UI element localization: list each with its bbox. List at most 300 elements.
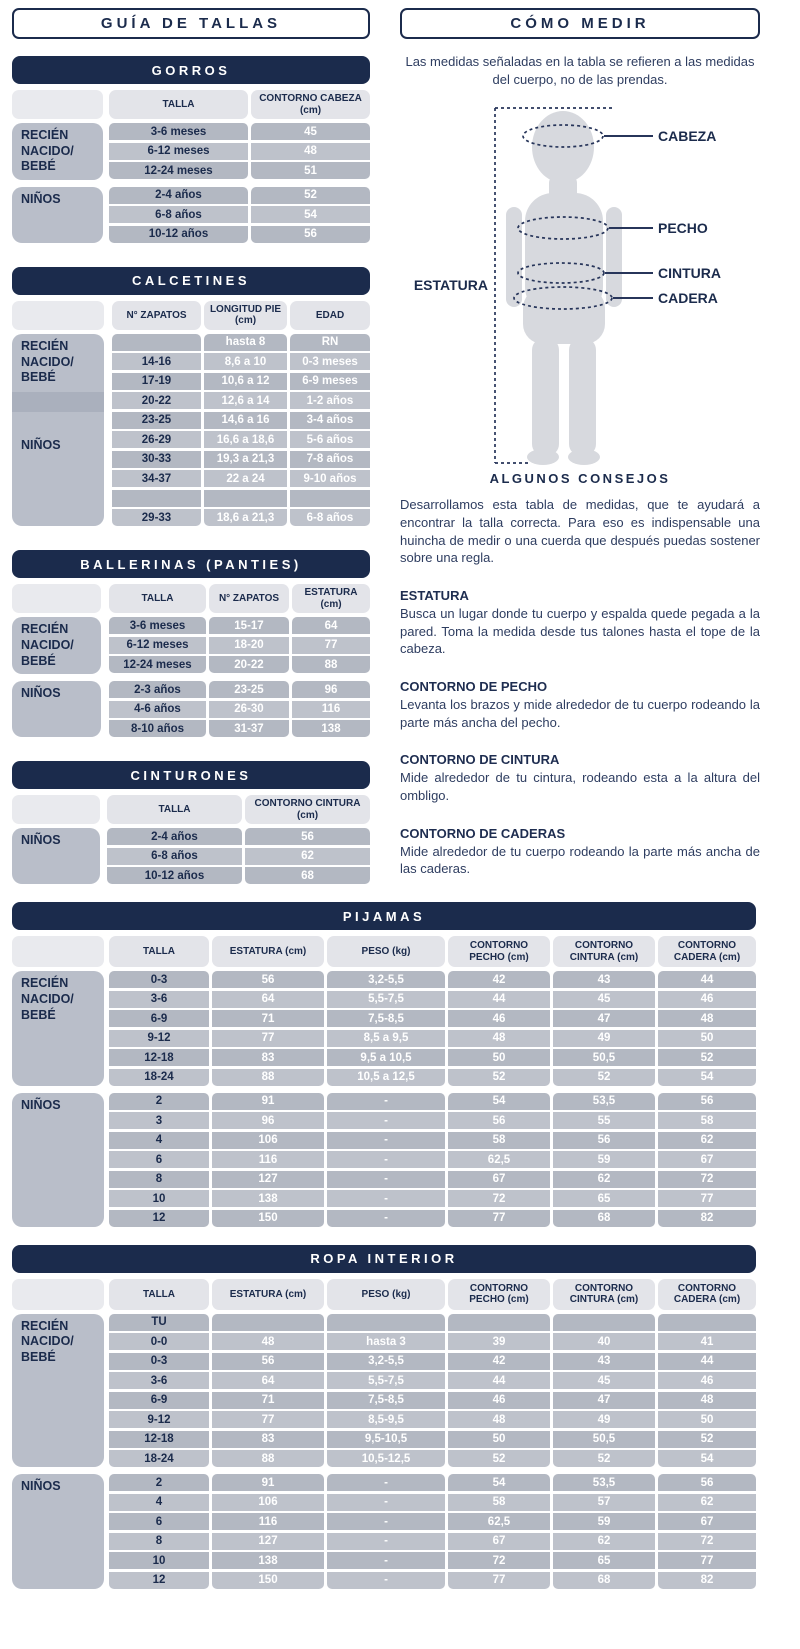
table-cell: 88 [212,1450,324,1467]
table-group [12,828,370,884]
table-corner-cell [12,795,100,824]
table-cell: 12 [109,1210,209,1227]
table-cell: 48 [658,1392,756,1409]
table-group [12,334,370,527]
table-cell: 8,6 a 10 [204,353,287,370]
table-cell: 6-8 años [109,206,248,223]
table-group [12,681,370,737]
table-cell: 47 [553,1010,655,1027]
table-cell: 2 [109,1474,209,1491]
table-cell: 0-3 meses [290,353,370,370]
table-cell: 62 [553,1533,655,1550]
measure-section-cintura [400,752,760,804]
table-row [109,1533,756,1553]
table-cell: 30-33 [112,451,201,468]
table-cell: 14-16 [112,353,201,370]
table-cell: 34-37 [112,470,201,487]
table-cell: 77 [212,1411,324,1428]
table-corner-cell [12,90,103,119]
table-cell: 62,5 [448,1151,550,1168]
table-cell [112,490,201,507]
table-rows [109,1314,756,1468]
table-cell: 48 [448,1030,550,1047]
table-row [109,1411,756,1431]
table-cell: 43 [553,1353,655,1370]
table-cell: 77 [658,1552,756,1569]
table-cell: 52 [251,187,370,204]
section-heading: ESTATURA [400,588,469,604]
table-cell: 67 [658,1151,756,1168]
table-group [12,1314,756,1468]
table-cell: 56 [245,828,370,845]
table-cell: 3-4 años [290,412,370,429]
table-row [112,509,370,526]
table-cell [212,1314,324,1331]
table-group [12,971,756,1086]
table-row [109,720,370,737]
table-cell [448,1314,550,1331]
table-rows [107,828,370,884]
column-header: N° ZAPATOS [112,301,201,330]
column-header: TALLA [109,90,248,119]
table-row [109,143,370,163]
table-cell: 7,5-8,5 [327,1392,445,1409]
table-row [109,1513,756,1533]
table-cell: 77 [292,637,370,654]
table-cell: 9-12 [109,1030,209,1047]
table-cell: 72 [448,1552,550,1569]
table-row [112,373,370,393]
table-cell: 50,5 [553,1049,655,1066]
table-row [109,1093,756,1113]
table-cell [112,334,201,351]
body-measurement-diagram [400,95,760,467]
table-cell: 2 [109,1093,209,1110]
table-cell: - [327,1513,445,1530]
table-cell: 48 [212,1333,324,1350]
table-cell: 91 [212,1093,324,1110]
section-heading: CONTORNO DE CINTURA [400,752,560,768]
table-cell: 62,5 [448,1513,550,1530]
table-cell: 3-6 meses [109,123,248,140]
table-ropa-interior [12,1245,756,1589]
table-cell: 7-8 años [290,451,370,468]
column-header: PESO (kg) [327,1279,445,1310]
table-cell [553,1314,655,1331]
table-row [109,701,370,721]
table-cell: 53,5 [553,1474,655,1491]
column-header: CONTORNO PECHO (cm) [448,936,550,967]
table-cell: 57 [553,1494,655,1511]
table-cell: 106 [212,1494,324,1511]
section-heading: CONTORNO DE CADERAS [400,825,566,841]
table-group [12,1093,756,1227]
table-cell: 43 [553,971,655,988]
table-cell: 116 [212,1513,324,1530]
table-cell: 44 [658,1353,756,1370]
column-header: TALLA [109,936,209,967]
table-cell: 116 [292,701,370,718]
table-corner-cell [12,301,104,330]
column-header: CONTORNO CADERA (cm) [658,1279,756,1310]
table-title-bar: PIJAMAS [12,902,756,930]
table-cell: 68 [553,1210,655,1227]
table-cell: 3,2-5,5 [327,1353,445,1370]
table-cell: 12-18 [109,1431,209,1448]
table-cell: 12-24 meses [109,162,248,179]
table-cell: 23-25 [112,412,201,429]
table-cell: 10,6 a 12 [204,373,287,390]
table-cell [290,490,370,507]
table-row [112,334,370,354]
table-cell: 3,2-5,5 [327,971,445,988]
table-cell: 68 [245,867,370,884]
table-cell: 49 [553,1411,655,1428]
table-header-row [12,795,370,824]
table-cell: 52 [658,1431,756,1448]
table-cell: 62 [658,1494,756,1511]
group-label [12,334,104,527]
table-row [109,162,370,179]
table-cell: 3-6 [109,991,209,1008]
table-cell: 12-18 [109,1049,209,1066]
group-label-text: RECIÉN NACIDO/ BEBÉ [21,338,74,385]
table-cell: 54 [658,1450,756,1467]
table-cell: 67 [448,1533,550,1550]
table-cell: - [327,1533,445,1550]
table-cell: 96 [292,681,370,698]
table-cell: 5,5-7,5 [327,991,445,1008]
table-row [109,1431,756,1451]
table-row [109,1494,756,1514]
table-cell: 62 [553,1171,655,1188]
table-cell: 62 [245,848,370,865]
table-row [109,1112,756,1132]
table-cell: 77 [658,1190,756,1207]
table-row [112,353,370,373]
table-corner-cell [12,584,101,613]
pecho-label: PECHO [658,220,708,237]
table-cell: 18,6 a 21,3 [204,509,287,526]
cabeza-label: CABEZA [658,128,717,145]
group-divider-band [12,392,104,412]
group-label: RECIÉN NACIDO/ BEBÉ [12,1314,104,1468]
table-cell: 5-6 años [290,431,370,448]
table-cell: 71 [212,1392,324,1409]
cadera-label: CADERA [658,290,718,307]
table-cell: 6-8 años [107,848,242,865]
table-row [112,431,370,451]
table-cell: 49 [553,1030,655,1047]
table-group [12,123,370,180]
table-cell: 12 [109,1572,209,1589]
table-cell: 4 [109,1132,209,1149]
column-header: CONTORNO CINTURA (cm) [553,1279,655,1310]
table-cell: 29-33 [112,509,201,526]
table-corner-cell [12,1279,104,1310]
table-row [109,656,370,673]
column-header: ESTATURA (cm) [292,584,370,613]
table-rows [109,187,370,243]
table-rows [109,617,370,674]
table-row [109,1474,756,1494]
table-cell: 12-24 meses [109,656,206,673]
table-cell: 26-30 [209,701,289,718]
table-cell: - [327,1151,445,1168]
table-header-row [12,584,370,613]
table-cell: 72 [658,1533,756,1550]
table-row [109,1450,756,1467]
estatura-label: ESTATURA [413,277,488,294]
table-cell: 48 [251,143,370,160]
table-row [109,1069,756,1086]
table-cell: - [327,1112,445,1129]
table-cell: 77 [448,1572,550,1589]
table-rows [109,123,370,180]
table-cell: 10-12 años [109,226,248,243]
table-row [109,1333,756,1353]
table-cell: 2-3 años [109,681,206,698]
table-cell: 18-24 [109,1069,209,1086]
table-row [112,470,370,490]
table-title-bar: GORROS [12,56,370,84]
table-cell: 88 [292,656,370,673]
table-cell: 18-24 [109,1450,209,1467]
table-cell: 82 [658,1210,756,1227]
table-rows [109,681,370,737]
table-rows [109,971,756,1086]
table-cell: 22 a 24 [204,470,287,487]
table-cell: 18-20 [209,637,289,654]
table-header-row [12,301,370,330]
column-header: CONTORNO CINTURA (cm) [245,795,370,824]
measure-section-pecho [400,679,760,731]
table-row [109,1572,756,1589]
table-ballerinas [12,550,370,737]
table-cell: 6 [109,1513,209,1530]
group-label: NIÑOS [12,1474,104,1589]
section-heading: CONTORNO DE PECHO [400,679,548,695]
table-row [109,1049,756,1069]
group-label: NIÑOS [12,187,103,243]
table-cell: 42 [448,971,550,988]
table-title-bar: CINTURONES [12,761,370,789]
group-label-text: NIÑOS [21,437,61,452]
table-cell: 45 [251,123,370,140]
table-row [109,187,370,207]
table-cell: 83 [212,1049,324,1066]
table-cell: 68 [553,1572,655,1589]
table-cell: 6-8 años [290,509,370,526]
table-cell: 45 [553,1372,655,1389]
column-header: ESTATURA (cm) [212,1279,324,1310]
table-cell: 59 [553,1151,655,1168]
table-cell: 83 [212,1431,324,1448]
table-cell: 56 [448,1112,550,1129]
table-cell: 58 [448,1132,550,1149]
table-cell: 50 [448,1049,550,1066]
group-label: NIÑOS [12,828,100,884]
section-text: Mide alrededor de tu cintura, rodeando esta a la altura del ombligo. [400,770,760,804]
tables-column [12,8,370,884]
table-group [12,617,370,674]
table-cell: 10,5-12,5 [327,1450,445,1467]
table-title-bar: CALCETINES [12,267,370,295]
column-header: ESTATURA (cm) [212,936,324,967]
table-cell: 50 [658,1030,756,1047]
table-cell: 72 [658,1171,756,1188]
table-cell: 150 [212,1572,324,1589]
table-cell: 6-9 meses [290,373,370,390]
column-header: N° ZAPATOS [209,584,289,613]
table-cell: 88 [212,1069,324,1086]
table-cell: 54 [251,206,370,223]
table-cell: 8,5 a 9,5 [327,1030,445,1047]
how-to-measure-title: CÓMO MEDIR [400,8,760,39]
table-group [12,1474,756,1589]
table-row [109,1210,756,1227]
table-row [112,392,370,412]
table-cell: 50,5 [553,1431,655,1448]
child-silhouette-figure [506,111,622,465]
table-cell: 0-3 [109,971,209,988]
table-cell: 46 [658,1372,756,1389]
table-row [109,1151,756,1171]
column-header: LONGITUD PIE (cm) [204,301,287,330]
table-cell: - [327,1093,445,1110]
table-cell: RN [290,334,370,351]
table-pijamas [12,902,756,1227]
table-row [109,991,756,1011]
table-cell: 64 [212,1372,324,1389]
table-rows [112,334,370,527]
table-row [107,848,370,868]
table-cell: 8,5-9,5 [327,1411,445,1428]
table-cell: TU [109,1314,209,1331]
table-title-bar: BALLERINAS (PANTIES) [12,550,370,578]
table-row [109,1171,756,1191]
table-cell: 59 [553,1513,655,1530]
table-cell: 138 [212,1552,324,1569]
table-row [109,226,370,243]
table-cell: 6 [109,1151,209,1168]
table-row [107,867,370,884]
table-cell: 52 [448,1450,550,1467]
table-cell: 9-12 [109,1411,209,1428]
table-cell: 6-9 [109,1392,209,1409]
table-calcetines [12,267,370,527]
table-cell: 56 [212,971,324,988]
table-cell: 6-12 meses [109,143,248,160]
table-cell: 64 [292,617,370,634]
table-rows [109,1474,756,1589]
table-cell: 45 [553,991,655,1008]
table-cell: 42 [448,1353,550,1370]
table-cell: 10 [109,1190,209,1207]
table-cell: 44 [448,991,550,1008]
table-cell: 1-2 años [290,392,370,409]
table-cell: - [327,1494,445,1511]
table-cell: 9,5-10,5 [327,1431,445,1448]
table-cell: 82 [658,1572,756,1589]
table-cell: 31-37 [209,720,289,737]
table-cell: hasta 8 [204,334,287,351]
table-cell: 54 [448,1474,550,1491]
table-cell: - [327,1210,445,1227]
table-cell: 52 [553,1069,655,1086]
table-cell: 6-12 meses [109,637,206,654]
group-label: RECIÉN NACIDO/ BEBÉ [12,123,103,180]
table-cell: 54 [658,1069,756,1086]
tips-title: ALGUNOS CONSEJOS [489,471,671,487]
table-row [109,971,756,991]
table-cell: hasta 3 [327,1333,445,1350]
how-to-measure-column [400,8,760,884]
table-row [109,637,370,657]
table-row [112,490,370,510]
table-cell: - [327,1474,445,1491]
table-cell: 8-10 años [109,720,206,737]
table-header-row [12,1279,756,1310]
table-cell: 2-4 años [109,187,248,204]
table-row [109,1372,756,1392]
group-label: RECIÉN NACIDO/ BEBÉ [12,617,101,674]
table-cell: 91 [212,1474,324,1491]
table-cell: 46 [448,1010,550,1027]
table-cell: 58 [658,1112,756,1129]
table-cinturones [12,761,370,884]
table-gorros [12,56,370,243]
table-cell: 12,6 a 14 [204,392,287,409]
table-cell: 3-6 meses [109,617,206,634]
table-cell: 67 [658,1513,756,1530]
table-cell: 0-0 [109,1333,209,1350]
table-cell: 44 [658,971,756,988]
table-cell: - [327,1171,445,1188]
table-cell: 53,5 [553,1093,655,1110]
table-cell: 10,5 a 12,5 [327,1069,445,1086]
column-header: CONTORNO CADERA (cm) [658,936,756,967]
table-cell: - [327,1572,445,1589]
column-header: CONTORNO CINTURA (cm) [553,936,655,967]
table-cell: 9-10 años [290,470,370,487]
table-row [109,617,370,637]
table-cell: - [327,1132,445,1149]
table-cell: 72 [448,1190,550,1207]
table-cell: 138 [212,1190,324,1207]
table-cell: 5,5-7,5 [327,1372,445,1389]
top-section [12,8,800,884]
group-label: RECIÉN NACIDO/ BEBÉ [12,971,104,1086]
table-cell: 150 [212,1210,324,1227]
table-group [12,187,370,243]
table-row [109,206,370,226]
table-cell: 48 [658,1010,756,1027]
table-title-bar: ROPA INTERIOR [12,1245,756,1273]
table-cell [204,490,287,507]
table-row [112,451,370,471]
section-text: Mide alrededor de tu cuerpo rodeando la parte más ancha de las caderas. [400,843,760,877]
cintura-label: CINTURA [658,265,721,282]
table-cell: 77 [212,1030,324,1047]
table-cell: 6-9 [109,1010,209,1027]
column-header: CONTORNO CABEZA (cm) [251,90,370,119]
measure-section-estatura [400,588,760,658]
column-header: PESO (kg) [327,936,445,967]
table-cell: 2-4 años [107,828,242,845]
table-cell: 23-25 [209,681,289,698]
table-cell: 4-6 años [109,701,206,718]
